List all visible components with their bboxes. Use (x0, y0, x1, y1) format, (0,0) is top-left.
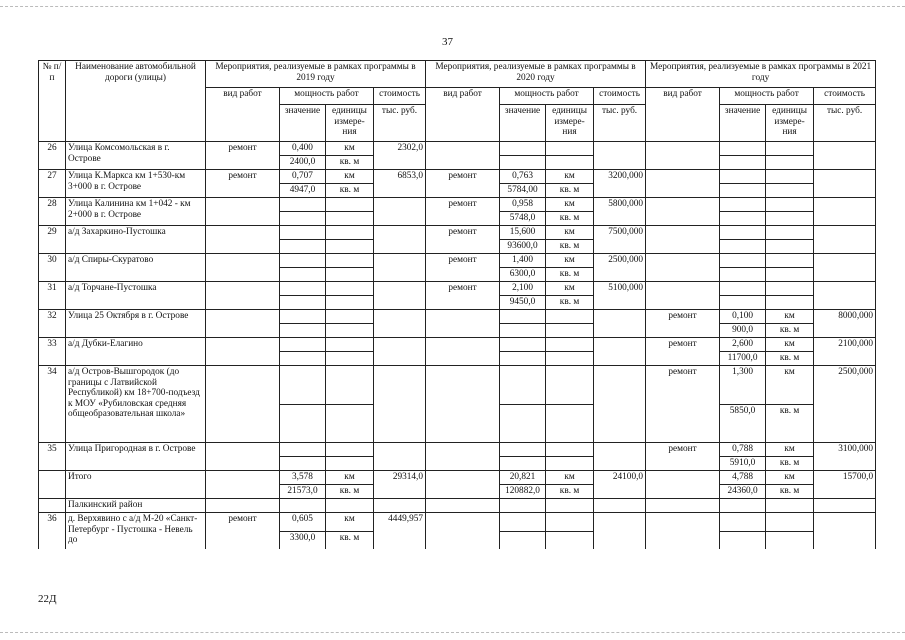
area-unit (326, 457, 374, 471)
length-unit (766, 254, 814, 268)
header-cost-unit: тыс. руб. (594, 105, 646, 142)
area-unit (766, 268, 814, 282)
area-unit: кв. м (546, 485, 594, 499)
length-unit (766, 170, 814, 184)
cost-value (374, 254, 426, 282)
work-type (206, 443, 280, 471)
empty-cell (546, 513, 594, 532)
cost-value (594, 310, 646, 338)
cost-value (594, 443, 646, 471)
area-unit (326, 404, 374, 443)
work-type: ремонт (206, 513, 280, 550)
length-unit: км (766, 443, 814, 457)
area-unit (326, 324, 374, 338)
empty-cell (546, 531, 594, 549)
area-unit: кв. м (766, 485, 814, 499)
area-value: 24360,0 (720, 485, 766, 499)
work-type: ремонт (206, 142, 280, 170)
length-value (500, 142, 546, 156)
cost-value: 8000,000 (814, 310, 876, 338)
row-number (39, 499, 66, 513)
area-unit: кв. м (766, 404, 814, 443)
road-name: д. Верхявино с а/д М-20 «Санкт-Петербург - Пустошка - Невель до (66, 513, 206, 550)
cost-value (374, 443, 426, 471)
row-number: 26 (39, 142, 66, 170)
empty-cell (720, 513, 766, 532)
area-value (500, 324, 546, 338)
area-unit (326, 352, 374, 366)
work-type (206, 254, 280, 282)
road-name: Улица К.Маркса км 1+530-км 3+000 в г. Острове (66, 170, 206, 198)
road-name: Улица 25 Октября в г. Острове (66, 310, 206, 338)
work-type (426, 338, 500, 366)
scan-edge-bottom (0, 632, 905, 633)
header-period-2021: Мероприятия, реализуемые в рамках программы в 2021 году (646, 61, 876, 88)
empty-cell (646, 499, 720, 513)
empty-cell (766, 531, 814, 549)
cost-value: 5800,000 (594, 198, 646, 226)
length-unit: км (766, 310, 814, 324)
cost-value (374, 338, 426, 366)
length-value: 3,578 (280, 471, 326, 485)
table-row (39, 513, 876, 532)
work-type: ремонт (206, 170, 280, 198)
work-type (646, 282, 720, 310)
area-value (280, 352, 326, 366)
table-row (39, 443, 876, 457)
cost-value: 2302,0 (374, 142, 426, 170)
area-value (500, 156, 546, 170)
work-type (206, 366, 280, 443)
row-number: 35 (39, 443, 66, 471)
length-unit (326, 443, 374, 457)
area-value (720, 296, 766, 310)
area-unit: кв. м (546, 212, 594, 226)
area-unit: кв. м (326, 531, 374, 549)
length-unit: км (546, 198, 594, 212)
work-type (426, 142, 500, 170)
cost-value: 2500,000 (814, 366, 876, 443)
length-unit (766, 282, 814, 296)
area-value (280, 296, 326, 310)
area-unit: кв. м (766, 352, 814, 366)
cost-value (814, 198, 876, 226)
area-value (280, 324, 326, 338)
area-unit (546, 404, 594, 443)
work-type (646, 142, 720, 170)
length-value: 0,958 (500, 198, 546, 212)
length-unit: км (546, 254, 594, 268)
length-unit (766, 198, 814, 212)
length-value (720, 282, 766, 296)
length-unit (546, 366, 594, 405)
length-value: 20,821 (500, 471, 546, 485)
length-value: 0,763 (500, 170, 546, 184)
cost-value (374, 366, 426, 443)
row-number: 30 (39, 254, 66, 282)
area-value (720, 184, 766, 198)
area-value (720, 268, 766, 282)
area-unit: кв. м (766, 324, 814, 338)
work-type (206, 226, 280, 254)
length-value (720, 254, 766, 268)
road-name: а/д Торчане-Пустошка (66, 282, 206, 310)
work-type (646, 226, 720, 254)
length-value (500, 310, 546, 324)
length-unit (766, 142, 814, 156)
empty-cell (326, 499, 374, 513)
table-row (39, 226, 876, 240)
area-value (500, 457, 546, 471)
length-value (280, 198, 326, 212)
road-name: а/д Спиры-Скуратово (66, 254, 206, 282)
empty-cell (646, 513, 720, 550)
length-value (280, 443, 326, 457)
length-unit (326, 366, 374, 405)
area-unit (326, 268, 374, 282)
header-cost-unit: тыс. руб. (374, 105, 426, 142)
cost-value: 2500,000 (594, 254, 646, 282)
area-value: 2400,0 (280, 156, 326, 170)
length-unit (326, 254, 374, 268)
cost-value: 3200,000 (594, 170, 646, 198)
length-unit: км (326, 170, 374, 184)
area-unit: кв. м (546, 240, 594, 254)
district-row (39, 499, 876, 513)
footer-code: 22Д (38, 593, 57, 605)
cost-value (374, 282, 426, 310)
road-name: Улица Комсомольская в г. Острове (66, 142, 206, 170)
area-value: 11700,0 (720, 352, 766, 366)
empty-cell (426, 499, 500, 513)
cost-value (814, 282, 876, 310)
area-unit (766, 156, 814, 170)
table-row (39, 471, 876, 485)
length-unit: км (326, 142, 374, 156)
empty-cell (594, 499, 646, 513)
empty-cell (814, 499, 876, 513)
empty-cell (594, 513, 646, 550)
length-unit: км (546, 282, 594, 296)
area-unit: кв. м (546, 268, 594, 282)
area-value: 900,0 (720, 324, 766, 338)
area-value: 5748,0 (500, 212, 546, 226)
empty-cell (720, 531, 766, 549)
length-unit: км (546, 226, 594, 240)
area-value (500, 404, 546, 443)
area-unit (326, 212, 374, 226)
work-type (426, 310, 500, 338)
area-value (720, 240, 766, 254)
empty-cell (280, 499, 326, 513)
length-unit (546, 142, 594, 156)
header-cost: стоимость (814, 88, 876, 105)
length-value: 15,600 (500, 226, 546, 240)
work-type: ремонт (426, 282, 500, 310)
length-unit (326, 338, 374, 352)
area-unit: кв. м (326, 184, 374, 198)
table-row (39, 142, 876, 156)
road-name: Итого (66, 471, 206, 499)
area-value (280, 457, 326, 471)
length-unit (326, 198, 374, 212)
empty-cell (500, 513, 546, 532)
header-work-type: вид работ (426, 88, 500, 142)
empty-cell (500, 499, 546, 513)
cost-value: 29314,0 (374, 471, 426, 499)
length-unit (326, 310, 374, 324)
row-number: 29 (39, 226, 66, 254)
area-value (500, 352, 546, 366)
area-value (280, 404, 326, 443)
length-unit (766, 226, 814, 240)
row-number: 27 (39, 170, 66, 198)
table-row (39, 254, 876, 268)
length-value (720, 198, 766, 212)
work-type: ремонт (646, 338, 720, 366)
empty-cell (206, 499, 280, 513)
page-number: 37 (442, 36, 453, 48)
work-type (426, 443, 500, 471)
road-name: а/д Остров-Вышгородок (до границы с Латвийской Республикой) км 18+700-подъезд к МОУ «Рубиловская средняя общеобразовательная школа» (66, 366, 206, 443)
area-value (720, 156, 766, 170)
work-type: ремонт (426, 254, 500, 282)
road-name: а/д Дубки-Елагино (66, 338, 206, 366)
length-value (500, 366, 546, 405)
work-type: ремонт (646, 366, 720, 443)
area-unit: кв. м (546, 296, 594, 310)
header-value: значение (280, 105, 326, 142)
table-row (39, 170, 876, 184)
length-unit (546, 338, 594, 352)
cost-value (374, 226, 426, 254)
length-value (720, 170, 766, 184)
header-no: № п/п (39, 61, 66, 142)
length-unit (546, 443, 594, 457)
length-value: 2,100 (500, 282, 546, 296)
scan-edge-top (0, 6, 905, 7)
length-value (500, 443, 546, 457)
length-value (280, 282, 326, 296)
work-type (206, 338, 280, 366)
work-type (206, 282, 280, 310)
length-unit (326, 226, 374, 240)
area-unit (766, 212, 814, 226)
work-type: ремонт (646, 443, 720, 471)
area-unit (326, 296, 374, 310)
work-type (646, 170, 720, 198)
cost-value: 4449,957 (374, 513, 426, 550)
area-value: 21573,0 (280, 485, 326, 499)
length-value: 1,400 (500, 254, 546, 268)
cost-value: 6853,0 (374, 170, 426, 198)
area-value (280, 212, 326, 226)
work-type (426, 366, 500, 443)
cost-value (814, 254, 876, 282)
area-value (720, 212, 766, 226)
header-work-type: вид работ (646, 88, 720, 142)
table-row (39, 282, 876, 296)
length-value: 4,788 (720, 471, 766, 485)
table-row (39, 366, 876, 405)
length-unit: км (546, 471, 594, 485)
cost-value (594, 142, 646, 170)
length-value (280, 254, 326, 268)
cost-value: 2100,000 (814, 338, 876, 366)
cost-value: 15700,0 (814, 471, 876, 499)
length-value (500, 338, 546, 352)
empty-cell (814, 513, 876, 550)
row-number: 34 (39, 366, 66, 443)
road-name: а/д Захаркино-Пустошка (66, 226, 206, 254)
header-value: значение (720, 105, 766, 142)
area-unit (546, 324, 594, 338)
area-value: 5784,00 (500, 184, 546, 198)
row-number (39, 471, 66, 499)
area-value: 4947,0 (280, 184, 326, 198)
length-value: 0,707 (280, 170, 326, 184)
area-unit (766, 240, 814, 254)
length-unit: км (326, 513, 374, 532)
work-type (646, 471, 720, 499)
row-number: 32 (39, 310, 66, 338)
cost-value (594, 366, 646, 443)
roads-program-table (38, 60, 876, 549)
header-capacity: мощность работ (500, 88, 594, 105)
cost-value: 7500,000 (594, 226, 646, 254)
header-cost-unit: тыс. руб. (814, 105, 876, 142)
header-period-2019: Мероприятия, реализуемые в рамках программы в 2019 году (206, 61, 426, 88)
row-number: 31 (39, 282, 66, 310)
work-type (206, 198, 280, 226)
work-type: ремонт (646, 310, 720, 338)
work-type (206, 471, 280, 499)
area-unit (546, 352, 594, 366)
area-value: 5910,0 (720, 457, 766, 471)
length-unit (326, 282, 374, 296)
work-type: ремонт (426, 226, 500, 254)
length-unit: км (766, 366, 814, 405)
header-cost: стоимость (374, 88, 426, 105)
area-value (280, 268, 326, 282)
length-value (280, 338, 326, 352)
row-number: 28 (39, 198, 66, 226)
area-unit (766, 184, 814, 198)
header-units: единицы измере-ния (326, 105, 374, 142)
work-type (646, 198, 720, 226)
cost-value: 3100,000 (814, 443, 876, 471)
road-name: Улица Калинина км 1+042 - км 2+000 в г. Острове (66, 198, 206, 226)
empty-cell (766, 513, 814, 532)
area-unit (766, 296, 814, 310)
length-unit: км (326, 471, 374, 485)
length-value: 2,600 (720, 338, 766, 352)
empty-cell (374, 499, 426, 513)
work-type (206, 310, 280, 338)
length-unit: км (766, 338, 814, 352)
area-value: 93600,0 (500, 240, 546, 254)
length-unit: км (766, 471, 814, 485)
empty-cell (426, 513, 500, 550)
table-row (39, 198, 876, 212)
cost-value (814, 226, 876, 254)
length-value: 0,605 (280, 513, 326, 532)
area-value (280, 240, 326, 254)
cost-value (814, 170, 876, 198)
area-unit: кв. м (326, 156, 374, 170)
header-capacity: мощность работ (720, 88, 814, 105)
empty-cell (500, 531, 546, 549)
area-value: 120882,0 (500, 485, 546, 499)
area-value: 6300,0 (500, 268, 546, 282)
area-unit: кв. м (546, 184, 594, 198)
road-name: Улица Пригородная в г. Острове (66, 443, 206, 471)
work-type (646, 254, 720, 282)
length-value: 0,400 (280, 142, 326, 156)
area-unit (546, 457, 594, 471)
area-unit (546, 156, 594, 170)
row-number: 33 (39, 338, 66, 366)
cost-value (594, 338, 646, 366)
header-road-name: Наименование автомобильной дороги (улицы) (66, 61, 206, 142)
table-row (39, 338, 876, 352)
header-units: единицы измере-ния (546, 105, 594, 142)
header-period-2020: Мероприятия, реализуемые в рамках программы в 2020 году (426, 61, 646, 88)
area-value: 9450,0 (500, 296, 546, 310)
area-unit: кв. м (766, 457, 814, 471)
work-type: ремонт (426, 198, 500, 226)
cost-value: 24100,0 (594, 471, 646, 499)
length-value (720, 142, 766, 156)
empty-cell (720, 499, 766, 513)
cost-value (814, 142, 876, 170)
length-unit: км (546, 170, 594, 184)
area-unit: кв. м (326, 485, 374, 499)
length-value: 0,100 (720, 310, 766, 324)
length-value (280, 226, 326, 240)
area-value: 5850,0 (720, 404, 766, 443)
area-unit (326, 240, 374, 254)
header-work-type: вид работ (206, 88, 280, 142)
table-row (39, 310, 876, 324)
cost-value (374, 310, 426, 338)
length-value (280, 310, 326, 324)
cost-value (374, 198, 426, 226)
length-unit (546, 310, 594, 324)
row-number: 36 (39, 513, 66, 550)
district-name: Палкинский район (66, 499, 206, 513)
header-capacity: мощность работ (280, 88, 374, 105)
work-type: ремонт (426, 170, 500, 198)
cost-value: 5100,000 (594, 282, 646, 310)
length-value (720, 226, 766, 240)
header-value: значение (500, 105, 546, 142)
header-cost: стоимость (594, 88, 646, 105)
work-type (426, 471, 500, 499)
area-value: 3300,0 (280, 531, 326, 549)
length-value: 1,300 (720, 366, 766, 405)
empty-cell (766, 499, 814, 513)
empty-cell (546, 499, 594, 513)
length-value: 0,788 (720, 443, 766, 457)
length-value (280, 366, 326, 405)
header-units: единицы измере-ния (766, 105, 814, 142)
